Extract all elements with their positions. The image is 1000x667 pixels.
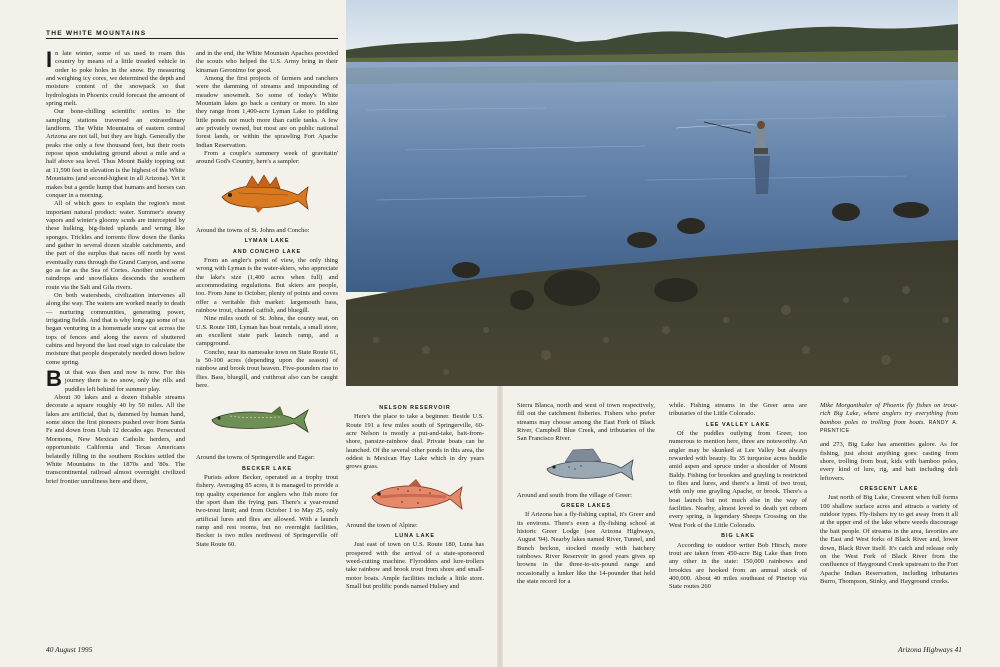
paragraph: About 30 lakes and a dozen fishable streams decorate a square roughly 40 by 50 miles. All the lakes are artificial, that is, dammed by human hand, some since the first pioneers pushed over from Santa Fe and down from Utah 12 decades ago. Persecuted Mormons, New Mexican Catholic herders, and opportunistic California and Texas Americans belatedly filling in the southern Rockies settled the White Mountains in the 1870s and '80s. The transcontinental railroad almost overnight civilized brief frontier unruliness here and there,	[46, 394, 185, 485]
paragraph: Here's the place to take a beginner. Beside U.S. Route 191 a few miles south of Springerville, 60-acre Nelson is mostly a put-and-take, bait-from-shore, pansize-rainbow deal. Private boats can be launched. Of the several other ponds in this area, the oddest is Mexican Hay Lake which in dry years grows grass.	[346, 413, 484, 471]
column-5	[669, 402, 807, 648]
lake-subhead: GREER LAKES	[561, 503, 611, 510]
column-6	[820, 402, 958, 648]
drop-cap: I	[46, 50, 53, 72]
area-heading: Around the towns of St. Johns and Concho:	[196, 226, 310, 234]
lake-subhead: LYMAN LAKE	[244, 238, 290, 245]
paragraph: and in the end, the White Mountain Apaches provided the scouts who helped the U.S. Army bring in their kinsman Geronimo for good.	[196, 50, 338, 74]
paragraph: According to outdoor writer Bob Hirsch, more trout are taken from 450-acre Big Lake than from any other in the state: 150,000 rainbows and brookies are hooked from an annual stock of 400,000. About 40 miles southeast of Pinetop via State routes 260	[669, 541, 807, 591]
paragraph: Just north of Big Lake, Crescent when full forms 100 shallow surface acres and attracts a variety of outdoor types. Fly-fishers try to get away from it all at the upper end of the lake where weeds discourage the bait people. Of streams in the area, favorites are the East and West forks of Black River and, lower down, Black River itself. It's catch and release only on the West Fork of Black River from the confluence of Hayground Creek upstream to the Fort Apache Indian Reservation, including tributaries Burro, Thompson, Stinky, and Hayground creeks.	[820, 494, 958, 585]
area-heading: Around and south from the village of Greer:	[517, 491, 632, 499]
section-title: THE WHITE MOUNTAINS	[46, 30, 147, 37]
paragraph: Purists adore Becker, operated as a trophy trout fishery. Averaging 85 acres, it is managed to provide a top quality experience for anglers who fish more for the sport than the frying pan. There's a year-round two-trout limit; and from October 1 to May 25, only artificial lures and flies are allowed. With a launch ramp and rest rooms, but no overnight facilities, Becker is two miles northwest of Springerville off State Route 60.	[196, 474, 338, 548]
paragraph: Sierra Blanca, north and west of town respectively, fill out the catchment fisheries. Fishers who prefer streams may choose among the East Fork of Black River, Campbell Blue Creek, and tributaries of the San Francisco River.	[517, 402, 655, 443]
area-heading: Around the town of Alpine:	[346, 521, 418, 529]
lake-subhead: AND CONCHO LAKE	[232, 248, 302, 255]
right-page	[500, 0, 1000, 667]
column-3	[346, 402, 484, 648]
trout-fish-icon	[368, 477, 464, 517]
lake-subhead: LEE VALLEY LAKE	[706, 421, 770, 428]
paragraph: Of the puddles outlying from Greer, too numerous to mention here, three are noteworthy. An angler may be skunked at Lee Valley but always rewarded with beauty. Its 35 turquoise acres huddle amid aspen and spruce under a shoulder of Mount Baldy. Fishing for brookies and grayling is restricted to flies and lures, and there's a limit of two trout, with only one grayling Apache, or brook. There's a boat launch but not much else in the way of facilities. Nearby, almost loved to death yet reborn every spring, is legendary Sheeps Crossing on the West Fork of the Little Colorado.	[669, 430, 807, 529]
paragraph: In late winter, some of us used to roam this country by means of a little treaded vehicle in order to poke holes in the snow. By measuring and weighing icy cores, we determined the depth and moisture content of the snowpack so that hydrologists in Phoenix could forecast the amount of spring melt.	[46, 50, 185, 108]
lake-subhead: BIG LAKE	[721, 533, 755, 540]
paragraph: Just east of town on U.S. Route 180, Luna has prospered with the arrival of a state-sponsored weed-cutting machine. Flyrodders and lure-trollers take rainbow and brook trout from shore and small-motor boats. Ample facilities include a little store. Small but prolific ponds named Hulsey and	[346, 541, 484, 591]
pike-fish-icon	[210, 402, 310, 438]
paragraph: From an angler's point of view, the only thing wrong with Lyman is the water-skiers, who appreciate the lake's size (1,400 acres when full) and accommodating regulations. But skiers are people, too. From June to October, plenty of points and coves offer a veritable fish market: largemouth bass, rainbow trout, channel catfish, and bluegill.	[196, 256, 338, 314]
photo-caption: Mike Morganthaler of Phoenix fly fishes on trout-rich Big Lake, where anglers try everything from bamboo poles to trolling from boats. RANDY A. PRENTICE	[820, 402, 958, 435]
paragraph: On both watersheds, civilization intervenes all along the way. The waters are worked nearly to death — nurturing communities, generating power, irrigating fields. And that is why long ago some of us began venturing in a homemade snow cat across the tops of fences and along the eaves of shuttered cabins and beyond the last road sign to calculate the moisture that people desperately needed down below come spring.	[46, 291, 185, 366]
fish-illustration-slot	[196, 167, 338, 225]
fish-illustration-slot	[517, 444, 655, 490]
column-2	[196, 50, 338, 646]
lake-subhead: NELSON RESERVOIR	[379, 405, 451, 411]
grayling-fish-icon	[543, 447, 635, 487]
paragraph: Nine miles south of St. Johns, the county seat, on U.S. Route 180, Lyman has boat rentals, a small store, an excellent state park launch ramp, and a campground.	[196, 315, 338, 348]
lake-subhead: CRESCENT LAKE	[859, 486, 919, 493]
column-1	[46, 50, 185, 646]
paragraph: while. Fishing streams in the Greer area are tributaries of the Little Colorado.	[669, 402, 807, 418]
paragraph: From a couple's summery week of gravitatin' around God's Country, here's a sampler:	[196, 150, 338, 166]
paragraph: Our bone-chilling scientific sorties to the sampling stations traversed an extraordinary landform. The White Mountains of eastern central Arizona are not tall, but they are high. Generally the peaks rise only a few thousand feet, but their roots repose upon undulating ground about a mile and a half above sea level. Thus Mount Baldy topping out at 11,590 feet in elevation is the highest of the White Mountains (and second-highest in all Arizona). Yet it makes but a gentle hump that humans and horses can conquer in a morning.	[46, 108, 185, 199]
area-heading: Around the towns of Springerville and Eagar:	[196, 454, 315, 462]
paragraph: All of which goes to explain the region's most important natural product: water. Summer's steamy vapors and winter's gloomy scuds are intercepted by these hulking, big-fisted uplands and wrung like sponges. Trickles and torrents flow down the flanks and gather in several dozen sizable catchments, and the part of the surplus that races off north by west eventually runs through the Grand Canyon, and some go as far as the Sea of Cortes. Another universe of raindrops and snowflakes descends the southern route via the Salt and Gila rivers.	[46, 200, 185, 291]
fish-illustration-slot	[346, 472, 484, 520]
fish-illustration-slot	[196, 390, 338, 452]
paragraph: Among the first projects of farmers and ranchers were the damming of streams and impounding of meadow snowmelt. So some of today's White Mountain lakes go back a century or more. In size they range from 1,400-acre Lyman Lake to piddling little ponds not much more than cattle tanks. A few are privately owned, but most are on public national forest lands, or within the sprawling Fort Apache Indian Reservation.	[196, 75, 338, 149]
drop-cap: B	[46, 366, 62, 392]
section-rule	[46, 38, 338, 39]
paragraph: But that was then and now is now. For this journey there is no snow, only the rills and puddles left behind for summer play.	[46, 366, 185, 393]
paragraph: and 273, Big Lake has amenities galore. As for fishing, just about anything goes: casting from shore, trolling from boat, kids with bamboo poles, every kind of lure, rig, and bait including deli leftovers.	[820, 441, 958, 482]
left-folio: 40 August 1995	[46, 645, 93, 654]
right-folio: Arizona Highways 41	[897, 645, 962, 654]
column-4	[517, 402, 655, 648]
photo-credit: RANDY A. PRENTICE	[820, 419, 958, 435]
lake-subhead: BECKER LAKE	[242, 465, 292, 472]
walleye-fish-icon	[218, 173, 310, 215]
paragraph: If Arizona has a fly-fishing capital, it's Greer and its environs. There's even a fly-fishing school at historic Greer Lodge (see Arizona Highways, August '94). Nearby lakes named River, Tunnel, and Bunch beckon, stocked mostly with hatchery rainbows. River Reservoir in good years gives up browns in the three-to-six-pound range and occasionally a lunker like the 14-pounder that held the state record for a	[517, 511, 655, 586]
lake-subhead: LUNA LAKE	[395, 533, 435, 540]
paragraph: Concho, near its namesake town on State Route 61, is 50-100 acres (depending upon the season) of rainbow and brook trout heaven. Five-pounders rise to flies. Bass, bluegill, and cutthroat also can be caught here.	[196, 348, 338, 389]
